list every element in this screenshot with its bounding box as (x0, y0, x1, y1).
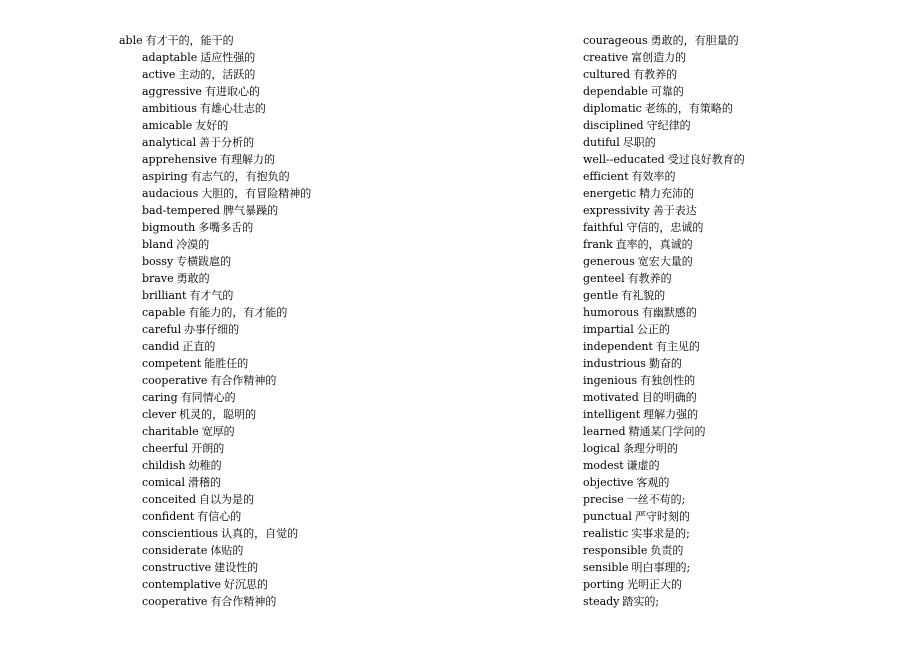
chinese-meaning: 实事求是的; (631, 527, 690, 540)
vocab-entry (119, 236, 479, 253)
chinese-meaning: 建设性的 (214, 561, 259, 574)
vocab-entry (583, 525, 903, 542)
vocab-entry (583, 134, 903, 151)
vocab-entry (583, 457, 903, 474)
vocab-entry (119, 270, 479, 287)
chinese-meaning: 精通某门学问的 (628, 425, 706, 438)
vocab-entry (583, 593, 903, 610)
left-word-column (119, 32, 479, 610)
english-word: frank (583, 238, 613, 251)
chinese-meaning: 滑稽的 (187, 476, 221, 489)
english-word: able (119, 34, 143, 47)
english-word: realistic (583, 527, 629, 540)
english-word: genteel (583, 272, 625, 285)
english-word: brilliant (142, 289, 187, 302)
vocab-entry (119, 372, 479, 389)
english-word: steady (583, 595, 620, 608)
chinese-meaning: 有同情心的 (180, 391, 236, 404)
chinese-meaning: 老练的，有策略的 (644, 102, 733, 115)
chinese-meaning: 有雄心壮志的 (199, 102, 266, 115)
chinese-meaning: 多嘴多舌的 (198, 221, 254, 234)
chinese-meaning: 有独创性的 (640, 374, 696, 387)
english-word: constructive (142, 561, 212, 574)
vocab-entry (119, 491, 479, 508)
chinese-meaning: 自以为是的 (199, 493, 255, 506)
english-word: conscientious (142, 527, 219, 540)
chinese-meaning: 目的明确的 (641, 391, 697, 404)
english-word: cooperative (142, 595, 208, 608)
chinese-meaning: 有教养的 (627, 272, 672, 285)
english-word: humorous (583, 306, 639, 319)
chinese-meaning: 有理解力的 (219, 153, 275, 166)
english-word: ingenious (583, 374, 638, 387)
english-word: amicable (142, 119, 193, 132)
vocab-entry (119, 287, 479, 304)
chinese-meaning: 条理分明的 (622, 442, 678, 455)
chinese-meaning: 勇敢的 (176, 272, 210, 285)
english-word: comical (142, 476, 185, 489)
chinese-meaning: 友好的 (195, 119, 229, 132)
english-word: bigmouth (142, 221, 196, 234)
vocab-entry (583, 83, 903, 100)
right-word-column (583, 32, 903, 610)
vocab-entry (119, 66, 479, 83)
english-word: energetic (583, 187, 637, 200)
english-word: motivated (583, 391, 639, 404)
vocab-entry (583, 440, 903, 457)
vocab-entry (119, 219, 479, 236)
vocab-entry (583, 542, 903, 559)
english-word: gentle (583, 289, 619, 302)
english-word: logical (583, 442, 620, 455)
vocab-entry (583, 338, 903, 355)
english-word: ambitious (142, 102, 197, 115)
vocab-entry (583, 117, 903, 134)
english-word: porting (583, 578, 624, 591)
english-word: dependable (583, 85, 648, 98)
english-word: creative (583, 51, 629, 64)
chinese-meaning: 有幽默感的 (641, 306, 697, 319)
vocab-entry (119, 151, 479, 168)
chinese-meaning: 有合作精神的 (210, 374, 277, 387)
vocab-entry (583, 423, 903, 440)
vocab-entry (119, 355, 479, 372)
english-word: capable (142, 306, 186, 319)
vocab-entry (119, 542, 479, 559)
vocab-entry (583, 491, 903, 508)
chinese-meaning: 明白事理的; (631, 561, 691, 574)
vocab-entry (119, 457, 479, 474)
english-word: intelligent (583, 408, 641, 421)
english-word: aspiring (142, 170, 188, 183)
english-word: industrious (583, 357, 646, 370)
chinese-meaning: 幼稚的 (188, 459, 222, 472)
chinese-meaning: 严守时刻的 (634, 510, 690, 523)
chinese-meaning: 谦虚的 (626, 459, 660, 472)
chinese-meaning: 客观的 (636, 476, 670, 489)
chinese-meaning: 主动的，活跃的 (178, 68, 256, 81)
vocab-entry (583, 372, 903, 389)
english-word: courageous (583, 34, 648, 47)
vocab-entry (119, 559, 479, 576)
vocab-entry (583, 389, 903, 406)
english-word: apprehensive (142, 153, 217, 166)
english-word: cultured (583, 68, 631, 81)
vocab-entry (119, 474, 479, 491)
vocab-entry (583, 474, 903, 491)
vocab-entry (583, 253, 903, 270)
english-word: independent (583, 340, 653, 353)
chinese-meaning: 宽厚的 (201, 425, 235, 438)
english-word: caring (142, 391, 178, 404)
vocab-entry (583, 168, 903, 185)
english-word: learned (583, 425, 626, 438)
chinese-meaning: 一丝不苟的; (626, 493, 686, 506)
chinese-meaning: 尽职的 (622, 136, 656, 149)
english-word: efficient (583, 170, 629, 183)
chinese-meaning: 办事仔细的 (184, 323, 240, 336)
chinese-meaning: 专横跋扈的 (176, 255, 232, 268)
vocab-entry (583, 219, 903, 236)
english-word: conceited (142, 493, 197, 506)
chinese-meaning: 守信的，忠诚的 (626, 221, 704, 234)
chinese-meaning: 直率的，真诚的 (615, 238, 693, 251)
chinese-meaning: 大胆的，有冒险精神的 (201, 187, 312, 200)
vocab-entry (119, 185, 479, 202)
english-word: aggressive (142, 85, 202, 98)
english-word: cheerful (142, 442, 189, 455)
vocab-entry (583, 49, 903, 66)
vocab-entry (119, 134, 479, 151)
vocab-entry (119, 253, 479, 270)
chinese-meaning: 有才干的，能干的 (145, 34, 234, 47)
chinese-meaning: 有教养的 (633, 68, 678, 81)
chinese-meaning: 适应性强的 (200, 51, 256, 64)
chinese-meaning: 体贴的 (210, 544, 244, 557)
vocab-entry (583, 185, 903, 202)
vocab-entry (583, 270, 903, 287)
vocab-entry (583, 406, 903, 423)
chinese-meaning: 开朗的 (191, 442, 225, 455)
vocab-entry (119, 576, 479, 593)
english-word: charitable (142, 425, 199, 438)
vocab-entry (119, 83, 479, 100)
chinese-meaning: 光明正大的 (627, 578, 682, 591)
chinese-meaning: 有合作精神的 (210, 595, 277, 608)
chinese-meaning: 守纪律的 (646, 119, 691, 132)
vocab-entry (119, 100, 479, 117)
vocab-entry (583, 66, 903, 83)
chinese-meaning: 有能力的，有才能的 (188, 306, 288, 319)
vocab-entry (119, 423, 479, 440)
chinese-meaning: 可靠的 (650, 85, 684, 98)
vocab-entry (119, 508, 479, 525)
vocab-entry (583, 576, 903, 593)
english-word: dutiful (583, 136, 620, 149)
chinese-meaning: 富创造力的 (631, 51, 687, 64)
vocab-entry (119, 525, 479, 542)
english-word: precise (583, 493, 624, 506)
chinese-meaning: 正直的 (182, 340, 216, 353)
english-word: punctual (583, 510, 632, 523)
chinese-meaning: 有礼貌的 (621, 289, 666, 302)
english-word: generous (583, 255, 635, 268)
english-word: considerate (142, 544, 208, 557)
chinese-meaning: 脾气暴躁的 (223, 204, 279, 217)
vocab-entry (119, 49, 479, 66)
chinese-meaning: 宽宏大量的 (637, 255, 693, 268)
vocab-entry (119, 321, 479, 338)
vocab-entry (119, 440, 479, 457)
english-word: objective (583, 476, 634, 489)
vocab-entry (119, 389, 479, 406)
vocab-entry (119, 32, 479, 49)
english-word: competent (142, 357, 202, 370)
english-word: modest (583, 459, 624, 472)
vocab-entry (119, 202, 479, 219)
english-word: confident (142, 510, 195, 523)
english-word: bad-tempered (142, 204, 221, 217)
vocab-entry (583, 202, 903, 219)
english-word: brave (142, 272, 174, 285)
chinese-meaning: 能胜任的 (204, 357, 249, 370)
chinese-meaning: 善于表达 (652, 204, 697, 217)
english-word: contemplative (142, 578, 222, 591)
english-word: bossy (142, 255, 174, 268)
english-word: careful (142, 323, 182, 336)
vocab-entry (583, 32, 903, 49)
chinese-meaning: 有志气的，有抱负的 (190, 170, 290, 183)
english-word: audacious (142, 187, 199, 200)
chinese-meaning: 勤奋的 (648, 357, 682, 370)
english-word: childish (142, 459, 186, 472)
english-word: bland (142, 238, 174, 251)
vocab-entry (119, 168, 479, 185)
vocab-entry (119, 304, 479, 321)
vocab-entry (119, 406, 479, 423)
chinese-meaning: 负责的 (650, 544, 684, 557)
vocab-entry (583, 151, 903, 168)
english-word: clever (142, 408, 177, 421)
chinese-meaning: 有主见的 (655, 340, 700, 353)
english-word: expressivity (583, 204, 650, 217)
english-word: responsible (583, 544, 648, 557)
english-word: adaptable (142, 51, 198, 64)
chinese-meaning: 有才气的 (189, 289, 234, 302)
chinese-meaning: 受过良好教育的 (667, 153, 745, 166)
vocab-entry (583, 559, 903, 576)
chinese-meaning: 精力充沛的 (639, 187, 695, 200)
english-word: diplomatic (583, 102, 642, 115)
english-word: faithful (583, 221, 624, 234)
vocab-entry (119, 593, 479, 610)
chinese-meaning: 好沉思的 (224, 578, 269, 591)
chinese-meaning: 勇敢的，有胆量的 (650, 34, 739, 47)
vocab-entry (583, 287, 903, 304)
chinese-meaning: 踏实的; (622, 595, 660, 608)
chinese-meaning: 有信心的 (197, 510, 242, 523)
vocab-entry (583, 355, 903, 372)
vocab-entry (583, 100, 903, 117)
vocab-entry (583, 321, 903, 338)
chinese-meaning: 机灵的，聪明的 (179, 408, 257, 421)
vocab-entry (583, 508, 903, 525)
english-word: analytical (142, 136, 197, 149)
english-word: well--educated (583, 153, 665, 166)
english-word: cooperative (142, 374, 208, 387)
english-word: disciplined (583, 119, 644, 132)
english-word: active (142, 68, 176, 81)
chinese-meaning: 有效率的 (631, 170, 676, 183)
chinese-meaning: 冷漠的 (176, 238, 210, 251)
chinese-meaning: 认真的，自觉的 (221, 527, 299, 540)
chinese-meaning: 理解力强的 (643, 408, 699, 421)
chinese-meaning: 有进取心的 (204, 85, 260, 98)
english-word: impartial (583, 323, 634, 336)
vocab-entry (583, 304, 903, 321)
chinese-meaning: 公正的 (636, 323, 670, 336)
english-word: candid (142, 340, 180, 353)
vocab-entry (119, 117, 479, 134)
chinese-meaning: 善于分析的 (199, 136, 255, 149)
vocab-entry (583, 236, 903, 253)
english-word: sensible (583, 561, 629, 574)
vocab-entry (119, 338, 479, 355)
